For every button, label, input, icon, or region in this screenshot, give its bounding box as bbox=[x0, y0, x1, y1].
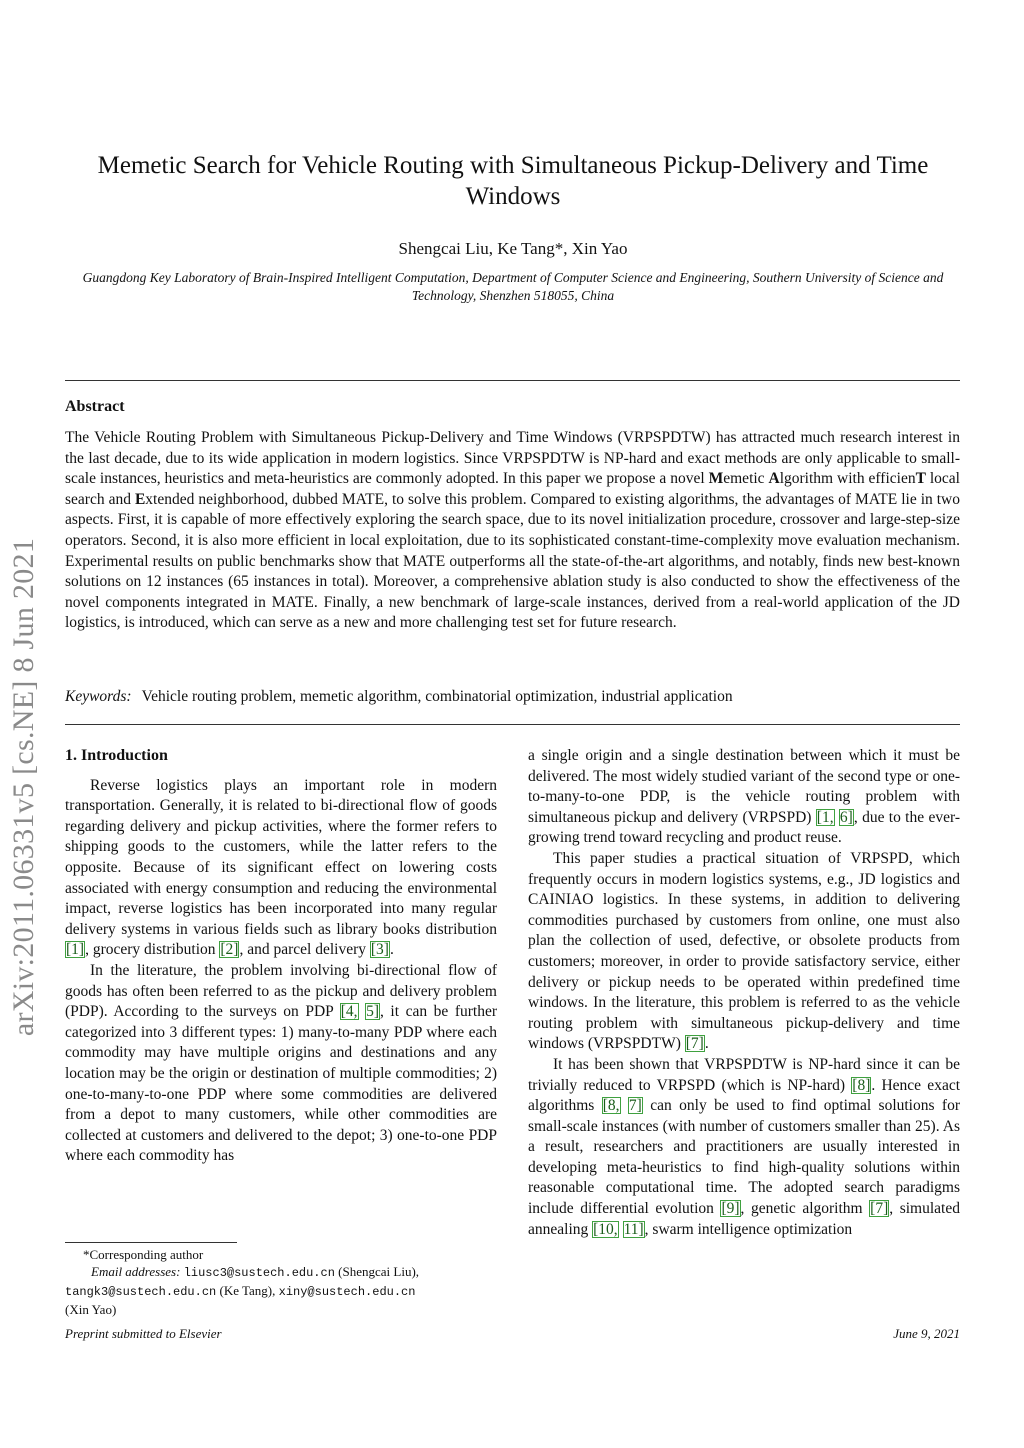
citation-link[interactable]: 7] bbox=[628, 1097, 642, 1115]
citation-link[interactable]: [8, bbox=[602, 1097, 620, 1115]
abstract-heading: Abstract bbox=[65, 398, 125, 415]
footnote: *Corresponding author Email addresses: liusc3@sustech.edu.cn (Shengcai Liu), tangk3@sustech.edu.cn (Ke Tang), xiny@sustech.edu.cn (Xin Yao) bbox=[65, 1246, 497, 1318]
keywords bbox=[65, 687, 960, 707]
citation-link[interactable]: [7] bbox=[870, 1200, 889, 1218]
intro-paragraph-4: It has been shown that VRPSPDTW is NP-hard since it can be trivially reduced to VRPSPD (which is NP-hard) [8]. Hence exact algorithms [8, 7] can only be used to find optimal solutions for small-scale instances (with number of customers smaller than 25). As a result, researchers and practitioners are usually interested in developing meta-heuristics to find high-quality solutions within reasonable computational time. The adopted search paradigms include differential evolution [9], genetic algorithm [7], simulated annealing [10, 11], swarm intelligence optimization bbox=[528, 1055, 961, 1238]
footer-date: June 9, 2021 bbox=[893, 1326, 960, 1341]
top-rule bbox=[65, 380, 960, 381]
email-link[interactable]: xiny@sustech.edu.cn bbox=[278, 1285, 416, 1299]
footnote-rule bbox=[65, 1242, 237, 1243]
corresponding-author-note: *Corresponding author bbox=[83, 1247, 204, 1262]
left-column bbox=[65, 746, 497, 1167]
citation-link[interactable]: [10, bbox=[593, 1220, 618, 1238]
citation-link[interactable]: [3] bbox=[370, 941, 389, 959]
citation-link[interactable]: 6] bbox=[839, 808, 853, 826]
citation-link[interactable]: [1] bbox=[66, 941, 85, 959]
email-link[interactable]: tangk3@sustech.edu.cn bbox=[65, 1285, 217, 1299]
paper-title: Memetic Search for Vehicle Routing with Simultaneous Pickup-Delivery and Time Windows bbox=[97, 152, 929, 210]
citation-link[interactable]: 11] bbox=[623, 1220, 644, 1238]
paper-affiliation: Guangdong Key Laboratory of Brain-Inspired Intelligent Computation, Department of Computer Science and Engineering, Southern University of Science and Technology, Shenzhen 518055, China bbox=[82, 270, 944, 303]
citation-link[interactable]: [9] bbox=[721, 1200, 740, 1218]
intro-paragraph-3: This paper studies a practical situation of VRPSPD, which frequently occurs in modern logistics systems, e.g., JD logistics and CAINIAO logistics. In these systems, in addition to delivering commodities purchased by customers from online, one must also plan the collection of used, defective, or obsolete products from customers; moreover, in order to provide satisfactory service, either delivery or pickup needs to be operated within predefined time windows. In the literature, this problem is referred to as the vehicle routing problem with simultaneous pickup-delivery and time windows (VRPSPDTW) [7]. bbox=[528, 849, 960, 1053]
citation-link[interactable]: [4, bbox=[340, 1003, 358, 1021]
citation-link[interactable]: [1, bbox=[816, 808, 834, 826]
keywords-label: Keywords: bbox=[65, 688, 132, 705]
section-heading-introduction: 1. Introduction bbox=[65, 747, 168, 764]
citation-link[interactable]: [2] bbox=[220, 941, 239, 959]
arxiv-identifier: arXiv:2011.06331v5 [cs.NE] 8 Jun 2021 bbox=[7, 537, 40, 1037]
intro-paragraph-2: In the literature, the problem involving bi-directional flow of goods has often been referred to as the pickup and delivery problem (PDP). According to the surveys on PDP [4, 5], it can be further categorized into 3 different types: 1) many-to-many PDP where each commodity may have multiple origins and destinations and any location may be the origin or destination of multiple commodities; 2) one-to-many-to-one PDP where some commodities are delivered from a depot to many customers, while other commodities are collected at customers and delivered to the depot; 3) one-to-one PDP where each commodity has bbox=[65, 961, 497, 1165]
footer-preprint-note: Preprint submitted to Elsevier bbox=[65, 1326, 222, 1341]
email-label: Email addresses: bbox=[91, 1264, 181, 1279]
intro-paragraph-1: Reverse logistics plays an important role in modern transportation. Generally, it is related to bi-directional flow of goods regarding delivery and pickup activities, where the former refers to shipping goods to the customers, while the latter refers to the opposite. Because of its significant effect on lowering costs associated with energy consumption and reducing the environmental impact, reverse logistics has been incorporated into many regular delivery systems in various fields such as library books distribution [1], grocery distribution [2], and parcel delivery [3]. bbox=[65, 776, 497, 959]
bottom-rule bbox=[65, 724, 960, 725]
right-column bbox=[528, 746, 960, 1240]
keywords-text: Vehicle routing problem, memetic algorithm, combinatorial optimization, industrial application bbox=[141, 688, 733, 705]
citation-link[interactable]: [8] bbox=[852, 1076, 871, 1094]
citation-link[interactable]: 5] bbox=[366, 1003, 379, 1021]
abstract-text: The Vehicle Routing Problem with Simultaneous Pickup-Delivery and Time Windows (VRPSPDTW) has attracted much research interest in the last decade, due to its wide application in modern logistics. Since VRPSPDTW is NP-hard and exact methods are only applicable to small-scale instances, heuristics and meta-heuristics are commonly adopted. In this paper we propose a novel Memetic Algorithm with efficienT local search and Extended neighborhood, dubbed MATE, to solve this problem. Compared to existing algorithms, the advantages of MATE lie in two aspects. First, it is capable of more effectively exploring the search space, due to its novel initialization procedure, crossover and large-step-size operators. Second, it is also more efficient in local exploitation, due to its sophisticated constant-time-complexity move evaluation mechanism. Experimental results on public benchmarks show that MATE outperforms all the state-of-the-art algorithms, and notably, finds new best-known solutions on 12 instances (65 instances in total). Moreover, a comprehensive ablation study is also conducted to show the effectiveness of the novel components integrated in MATE. Finally, a new benchmark of large-scale instances, derived from a real-world application of the JD logistics, is introduced, which can serve as a new and more challenging test set for future research. bbox=[65, 429, 960, 632]
paper-authors: Shengcai Liu, Ke Tang*, Xin Yao bbox=[398, 239, 628, 258]
citation-link[interactable]: [7] bbox=[685, 1035, 704, 1053]
intro-paragraph-2-continued: a single origin and a single destination between which it must be delivered. The most widely studied variant of the second type or one-to-many-to-one PDP, is the vehicle routing problem with simultaneous pickup and delivery (VRPSPD) [1, 6], due to the ever-growing trend toward recycling and product reuse. bbox=[528, 747, 960, 847]
email-link[interactable]: liusc3@sustech.edu.cn bbox=[183, 1266, 335, 1280]
